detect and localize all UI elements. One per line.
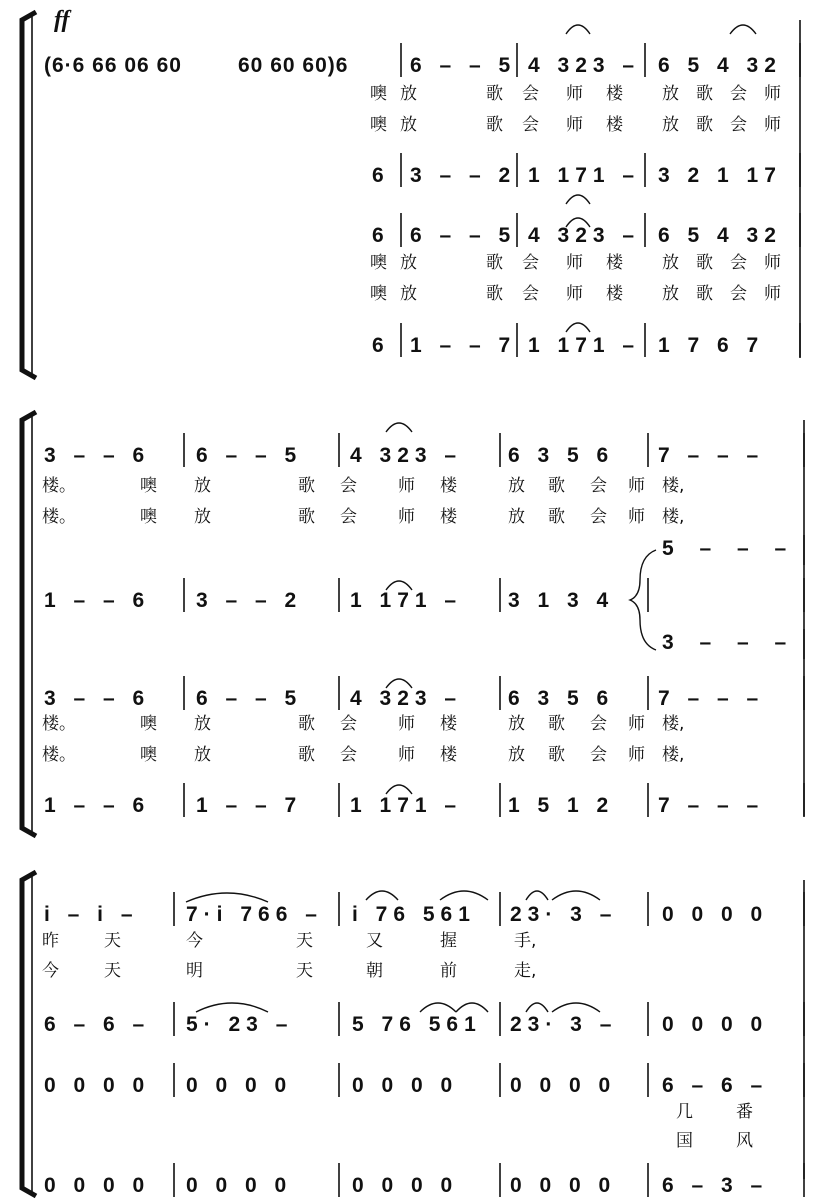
measure: 0 0 0 0 — [352, 1074, 459, 1097]
lyric-syllable: 放 — [508, 476, 525, 496]
measure: 3 – – 2 — [196, 589, 303, 612]
lyric-syllable: 师 — [764, 115, 781, 135]
measure: 0 0 0 0 — [510, 1174, 617, 1197]
measure: 60 60 60)6 — [238, 54, 349, 77]
slur-arc — [552, 891, 600, 900]
lyric-syllable: 楼 — [606, 84, 623, 104]
measure: 4 323 – — [350, 444, 463, 467]
lyric-syllable: 国 — [676, 1131, 693, 1151]
measure: 0 0 0 0 — [44, 1074, 151, 1097]
lyric-syllable: 歌 — [486, 253, 503, 273]
lyric-syllable: 今 — [186, 931, 203, 951]
lyric-syllable: 楼, — [662, 507, 685, 527]
lyric-syllable: 楼 — [606, 115, 623, 135]
measure: 6 – 6 – — [44, 1013, 151, 1036]
measure: 3 – – 6 — [44, 687, 151, 710]
measure: 7·i 766 – — [186, 903, 323, 926]
lyric-syllable: 师 — [398, 714, 415, 734]
measure: 0 0 0 0 — [186, 1074, 293, 1097]
lyric-syllable: 师 — [764, 253, 781, 273]
system-bracket — [22, 12, 36, 378]
lyric-syllable: 会 — [590, 714, 607, 734]
measure: 6 – – 5 — [196, 687, 303, 710]
measure: 1 – – 6 — [44, 794, 151, 817]
lyric-syllable: 会 — [340, 714, 357, 734]
lyric-syllable: 师 — [566, 284, 583, 304]
lyric-syllable: 楼。 — [42, 507, 76, 527]
measure: 0 0 0 0 — [186, 1174, 293, 1197]
slur-arc — [552, 1003, 600, 1012]
measure: 1 – – 6 — [44, 589, 151, 612]
lyric-syllable: 楼, — [662, 745, 685, 765]
lyric-syllable: 放 — [508, 507, 525, 527]
lyric-syllable: 握 — [440, 931, 457, 951]
lyric-syllable: 歌 — [486, 284, 503, 304]
measure: 23· 3 – — [510, 1013, 618, 1036]
lyric-syllable: 师 — [764, 84, 781, 104]
lyric-syllable: 几 — [676, 1102, 693, 1122]
lyric-syllable: 歌 — [298, 714, 315, 734]
lyric-syllable: 歌 — [696, 84, 713, 104]
measure: 5· 23 – — [186, 1013, 294, 1036]
slur-arc — [730, 25, 756, 34]
slur-arc — [566, 323, 590, 332]
lyric-syllable: 昨 — [42, 931, 59, 951]
lyric-syllable: 放 — [194, 714, 211, 734]
lyric-syllable: 放 — [400, 115, 417, 135]
lyric-syllable: 会 — [590, 476, 607, 496]
lyric-syllable: 歌 — [298, 476, 315, 496]
lyric-syllable: 放 — [400, 253, 417, 273]
measure: 3 1 3 4 — [508, 589, 615, 612]
slur-arc — [420, 1003, 456, 1012]
measure: i – i – — [44, 903, 139, 926]
measure: 3 2 1 17 — [658, 164, 782, 187]
lyric-syllable: 歌 — [696, 115, 713, 135]
lyric-syllable: 前 — [440, 961, 457, 981]
measure: 6 — [372, 164, 390, 187]
slur-arc — [456, 1003, 488, 1012]
lyric-syllable: 放 — [508, 714, 525, 734]
lyric-syllable: 会 — [340, 745, 357, 765]
measure: 1 171 – — [528, 164, 641, 187]
lyric-syllable: 楼。 — [42, 745, 76, 765]
lyric-syllable: 又 — [366, 931, 383, 951]
slur-arc — [196, 1003, 268, 1012]
slur-arc — [566, 195, 590, 204]
slur-arc — [566, 25, 590, 34]
lyric-syllable: 师 — [398, 476, 415, 496]
measure: 6 5 4 32 — [658, 224, 782, 247]
lyric-syllable: 师 — [764, 284, 781, 304]
lyric-syllable: 师 — [398, 745, 415, 765]
measure: 6 – 6 – — [662, 1074, 769, 1097]
lyric-syllable: 噢 — [370, 253, 387, 273]
measure: 1 171 – — [350, 589, 463, 612]
measure: 1 – – 7 — [410, 334, 517, 357]
measure: 6 – – 5 — [196, 444, 303, 467]
measure: i 76 561 — [352, 903, 476, 926]
slur-arc — [526, 1003, 548, 1012]
measure: 3 – – 2 — [410, 164, 517, 187]
measure: 6 3 5 6 — [508, 687, 615, 710]
lyric-syllable: 会 — [730, 115, 747, 135]
divisi-part: 3 – – – — [662, 631, 797, 654]
lyric-syllable: 会 — [522, 84, 539, 104]
lyric-syllable: 楼 — [440, 507, 457, 527]
measure: 0 0 0 0 — [662, 1013, 769, 1036]
measure: 0 0 0 0 — [352, 1174, 459, 1197]
measure: 0 0 0 0 — [510, 1074, 617, 1097]
lyric-syllable: 噢 — [370, 115, 387, 135]
lyric-syllable: 放 — [662, 253, 679, 273]
slur-arc — [526, 891, 548, 900]
measure: 6 – – 5 — [410, 224, 517, 247]
lyric-syllable: 会 — [730, 84, 747, 104]
measure: 1 – – 7 — [196, 794, 303, 817]
measure: 4 323 – — [528, 224, 641, 247]
lyric-syllable: 放 — [508, 745, 525, 765]
measure: 0 0 0 0 — [662, 903, 769, 926]
lyric-syllable: 楼, — [662, 476, 685, 496]
measure: 7 – – – — [658, 444, 765, 467]
lyric-syllable: 噢 — [370, 284, 387, 304]
lyric-syllable: 师 — [566, 84, 583, 104]
measure: 5 76 561 — [352, 1013, 482, 1036]
measure: 6 – 3 – — [662, 1174, 769, 1197]
lyric-syllable: 会 — [522, 115, 539, 135]
measure: 6 5 4 32 — [658, 54, 782, 77]
lyric-syllable: 会 — [590, 507, 607, 527]
measure: 6 — [372, 334, 390, 357]
lyric-syllable: 天 — [104, 961, 121, 981]
lyric-syllable: 歌 — [298, 745, 315, 765]
lyric-syllable: 放 — [662, 84, 679, 104]
lyric-syllable: 会 — [340, 476, 357, 496]
dynamic-marking: ff — [54, 7, 70, 33]
measure: 4 323 – — [350, 687, 463, 710]
slur-arc — [186, 893, 268, 902]
slur-arc — [386, 785, 412, 794]
lyric-syllable: 朝 — [366, 961, 383, 981]
system-bracket — [22, 872, 36, 1196]
measure: 3 – – 6 — [44, 444, 151, 467]
lyric-syllable: 歌 — [548, 507, 565, 527]
lyric-syllable: 会 — [340, 507, 357, 527]
lyric-syllable: 歌 — [548, 476, 565, 496]
lyric-syllable: 楼 — [440, 745, 457, 765]
lyric-syllable: 放 — [662, 284, 679, 304]
lyric-syllable: 楼 — [606, 284, 623, 304]
lyric-syllable: 歌 — [696, 253, 713, 273]
lyric-syllable: 楼 — [606, 253, 623, 273]
lyric-syllable: 放 — [194, 476, 211, 496]
measure: (6·6 66 06 60 — [44, 54, 182, 77]
system-bracket — [22, 412, 36, 836]
lyric-syllable: 会 — [522, 253, 539, 273]
lyric-syllable: 师 — [398, 507, 415, 527]
lyric-syllable: 今 — [42, 961, 59, 981]
measure: 1 171 – — [350, 794, 463, 817]
lyric-syllable: 天 — [296, 931, 313, 951]
lyric-syllable: 噢 — [140, 714, 157, 734]
lyric-syllable: 噢 — [140, 476, 157, 496]
measure: 1 5 1 2 — [508, 794, 615, 817]
measure: 6 3 5 6 — [508, 444, 615, 467]
lyric-syllable: 放 — [194, 745, 211, 765]
lyric-syllable: 师 — [628, 476, 645, 496]
lyric-syllable: 噢 — [140, 745, 157, 765]
divisi-brace — [630, 550, 656, 650]
lyric-syllable: 风 — [736, 1131, 753, 1151]
measure: 6 – – 5 — [410, 54, 517, 77]
slur-arc — [366, 891, 398, 900]
lyric-syllable: 会 — [730, 253, 747, 273]
lyric-syllable: 歌 — [696, 284, 713, 304]
measure: 23· 3 – — [510, 903, 618, 926]
lyric-syllable: 师 — [628, 714, 645, 734]
measure: 4 323 – — [528, 54, 641, 77]
lyric-syllable: 天 — [296, 961, 313, 981]
lyric-syllable: 噢 — [140, 507, 157, 527]
lyric-syllable: 放 — [400, 84, 417, 104]
lyric-syllable: 番 — [736, 1102, 753, 1122]
lyric-syllable: 歌 — [548, 745, 565, 765]
lyric-syllable: 师 — [628, 745, 645, 765]
lyric-syllable: 歌 — [486, 84, 503, 104]
measure: 1 7 6 7 — [658, 334, 765, 357]
lyric-syllable: 楼 — [440, 476, 457, 496]
lyric-syllable: 会 — [522, 284, 539, 304]
lyric-syllable: 师 — [566, 253, 583, 273]
divisi-part: 5 – – – — [662, 537, 797, 560]
measure: 7 – – – — [658, 687, 765, 710]
lyric-syllable: 楼。 — [42, 476, 76, 496]
lyric-syllable: 楼。 — [42, 714, 76, 734]
lyric-syllable: 师 — [566, 115, 583, 135]
lyric-syllable: 走, — [514, 961, 537, 981]
measure: 6 — [372, 224, 390, 247]
lyric-syllable: 歌 — [298, 507, 315, 527]
lyric-syllable: 歌 — [486, 115, 503, 135]
measure: 0 0 0 0 — [44, 1174, 151, 1197]
lyric-syllable: 天 — [104, 931, 121, 951]
lyric-syllable: 噢 — [370, 84, 387, 104]
measure: 7 – – – — [658, 794, 765, 817]
lyric-syllable: 楼, — [662, 714, 685, 734]
slur-arc — [440, 891, 488, 900]
lyric-syllable: 放 — [662, 115, 679, 135]
lyric-syllable: 放 — [400, 284, 417, 304]
slur-arc — [386, 423, 412, 432]
lyric-syllable: 师 — [628, 507, 645, 527]
lyric-syllable: 歌 — [548, 714, 565, 734]
lyric-syllable: 手, — [514, 931, 537, 951]
lyric-syllable: 楼 — [440, 714, 457, 734]
lyric-syllable: 会 — [590, 745, 607, 765]
lyric-syllable: 放 — [194, 507, 211, 527]
measure: 1 171 – — [528, 334, 641, 357]
lyric-syllable: 明 — [186, 961, 203, 981]
lyric-syllable: 会 — [730, 284, 747, 304]
